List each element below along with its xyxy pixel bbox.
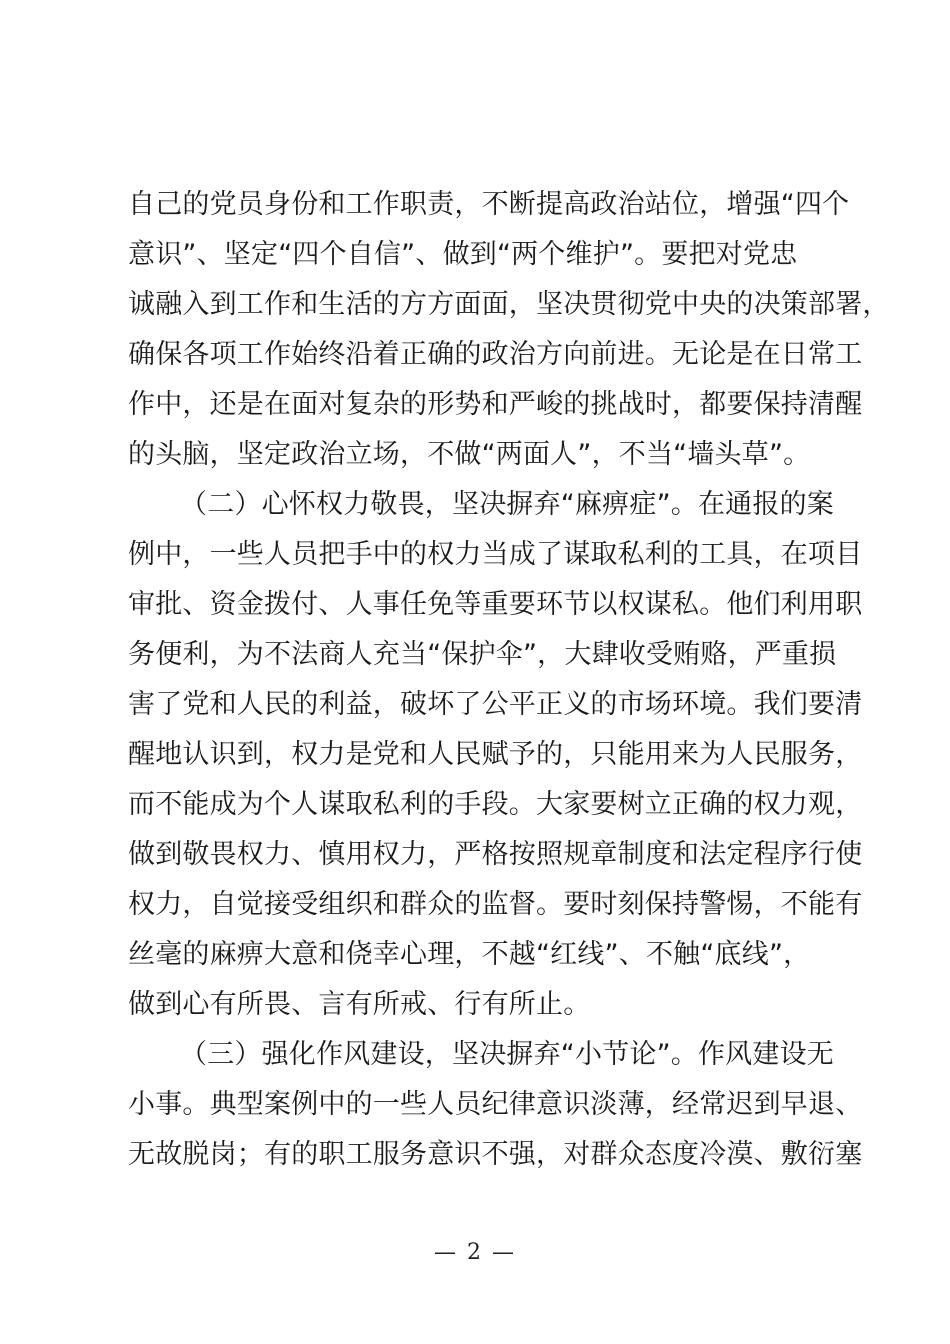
text-line: 醒地认识到，权力是党和人民赋予的，只能用来为人民服务， [128,739,863,770]
text-line: 诚融入到工作和生活的方方面面，坚决贯彻党中央的决策部署， [128,289,890,320]
text-line: 务便利，为不法商人充当“保护伞”，大肆收受贿赂，严重损 [128,639,837,670]
text-line: 审批、资金拨付、人事任免等重要环节以权谋私。他们利用职 [128,589,863,620]
text-line: 做到敬畏权力、慎用权力，严格按照规章制度和法定程序行使 [128,839,863,870]
text-line: 权力，自觉接受组织和群众的监督。要时刻保持警惕，不能有 [128,889,863,920]
text-line: 确保各项工作始终沿着正确的政治方向前进。无论是在日常工 [128,339,863,370]
text-line: 而不能成为个人谋取私利的手段。大家要树立正确的权力观， [128,789,863,820]
text-line: 丝毫的麻痹大意和侥幸心理，不越“红线”、不触“底线”， [128,939,811,970]
text-line: 的头脑，坚定政治立场，不做“两面人”，不当“墙头草”。 [128,439,811,470]
text-line: 无故脱岗；有的职工服务意识不强，对群众态度冷漠、敷衍塞 [128,1139,863,1170]
page-number: — 2 — [434,1240,516,1265]
text-line: 意识”、坚定“四个自信”、做到“两个维护”。要把对党忠 [128,239,798,270]
text-line: 害了党和人民的利益，破坏了公平正义的市场环境。我们要清 [128,689,863,720]
text-line: 自己的党员身份和工作职责，不断提高政治站位，增强“四个 [128,189,850,220]
section-heading-line: （二）心怀权力敬畏，坚决摒弃“麻痹症”。在通报的案 [180,489,834,520]
text-line: 作中，还是在面对复杂的形势和严峻的挑战时，都要保持清醒 [128,389,863,420]
text-line: 例中，一些人员把手中的权力当成了谋取私利的工具，在项目 [128,539,863,570]
text-line: 做到心有所畏、言有所戒、行有所止。 [128,989,591,1020]
text-line: 小事。典型案例中的一些人员纪律意识淡薄，经常迟到早退、 [128,1089,863,1120]
section-heading-line: （三）强化作风建设，坚决摒弃“小节论”。作风建设无 [180,1039,834,1070]
